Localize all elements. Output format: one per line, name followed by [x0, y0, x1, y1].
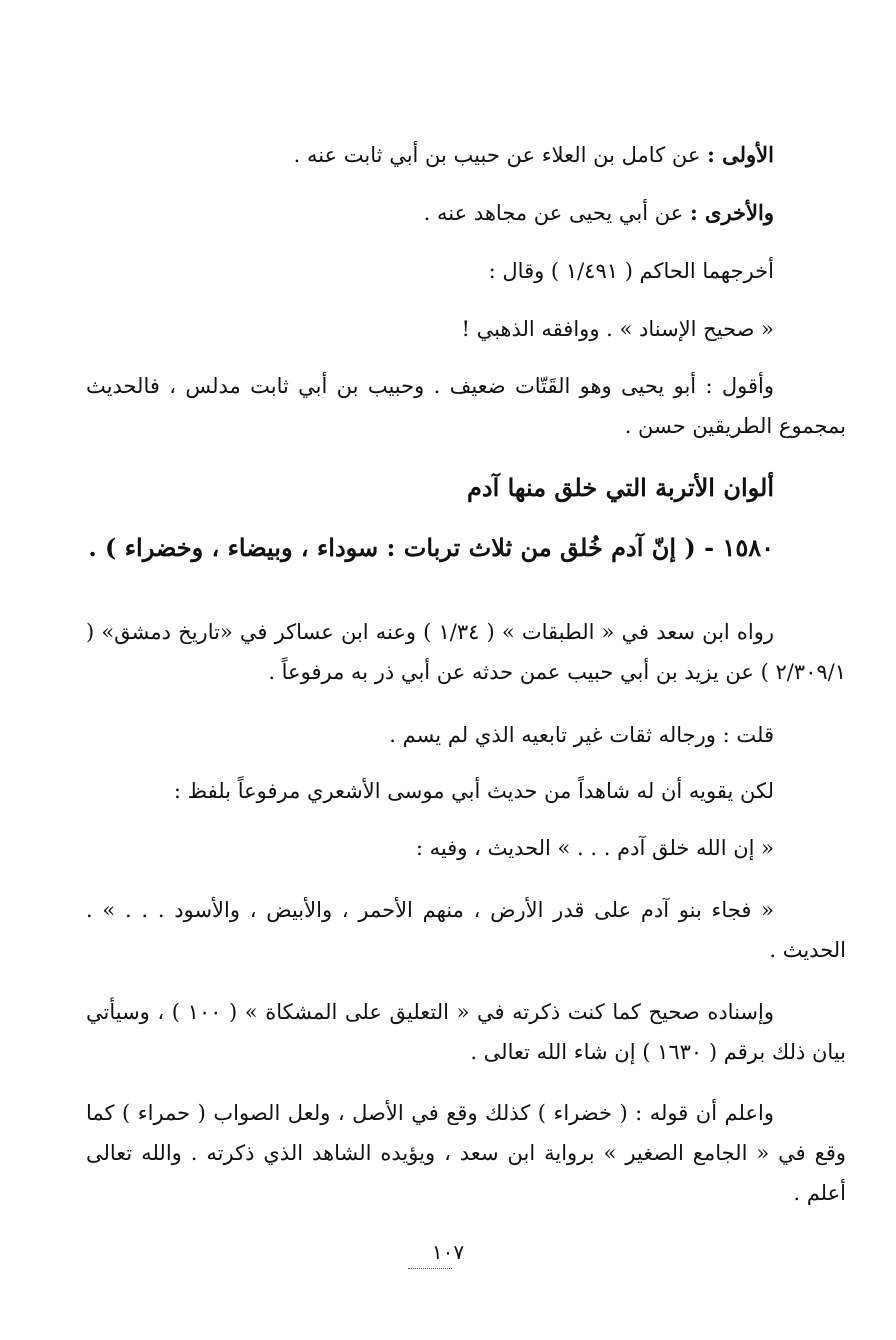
line-first-route: [94, 135, 774, 175]
page-number: ١٠٧: [431, 1240, 465, 1264]
section-heading: ألوان الأتربة التي خلق منها آدم: [467, 473, 774, 502]
page-number-rule: [408, 1268, 452, 1269]
text-second: عن أبي يحيى عن مجاهد عنه .: [423, 201, 684, 225]
paragraph-aqul: وأقول : أبو يحيى وهو القَتّات ضعيف . وحبيب بن أبي ثابت مدلس ، فالحديث بمجموع الطريقين حسن .: [86, 374, 846, 438]
label-first: الأولى :: [707, 142, 774, 167]
paragraph-takhrij: رواه ابن سعد في « الطبقات » ( ١/٣٤ ) وعنه ابن عساكر في «تاريخ دمشق» ( ٢/٣٠٩/١ ) عن يزيد بن أبي حبيب عمن حدثه عن أبي ذر به مرفوعاً .: [86, 620, 846, 684]
paragraph-qultu: قلت : ورجاله ثقات غير تابعيه الذي لم يسم .: [389, 723, 774, 747]
paragraph-quote-1: « إن الله خلق آدم . . . » الحديث ، وفيه :: [415, 836, 774, 860]
hadith-text: ١٥٨٠ - ( إنّ آدم خُلق من ثلاث تربات : سوداء ، وبيضاء ، وخضراء ) .: [88, 533, 774, 562]
paragraph-quote-2: « فجاء بنو آدم على قدر الأرض ، منهم الأحمر ، والأبيض ، والأسود . . . » . الحديث .: [86, 898, 846, 962]
line-second-route: [94, 193, 774, 233]
text-first: عن كامل بن العلاء عن حبيب بن أبي ثابت عنه .: [293, 143, 701, 167]
paragraph-isnad: وإسناده صحيح كما كنت ذكرته في « التعليق على المشكاة » ( ١٠٠ ) ، وسيأتي بيان ذلك برقم ( ١٦٣٠ ) إن شاء الله تعالى .: [86, 1000, 846, 1064]
paragraph-correction: واعلم أن قوله : ( خضراء ) كذلك وقع في الأصل ، ولعل الصواب ( حمراء ) كما وقع في « الجامع الصغير » برواية ابن سعد ، ويؤيده الشاهد الذي ذكرته . والله تعالى أعلم .: [86, 1101, 846, 1205]
line-sahih-isnad: « صحيح الإسناد » . ووافقه الذهبي !: [461, 317, 774, 341]
label-second: والأخرى :: [689, 200, 774, 225]
line-hakim: أخرجهما الحاكم ( ١/٤٩١ ) وقال :: [488, 259, 774, 283]
paragraph-shahid: لكن يقويه أن له شاهداً من حديث أبي موسى الأشعري مرفوعاً بلفظ :: [173, 779, 774, 803]
